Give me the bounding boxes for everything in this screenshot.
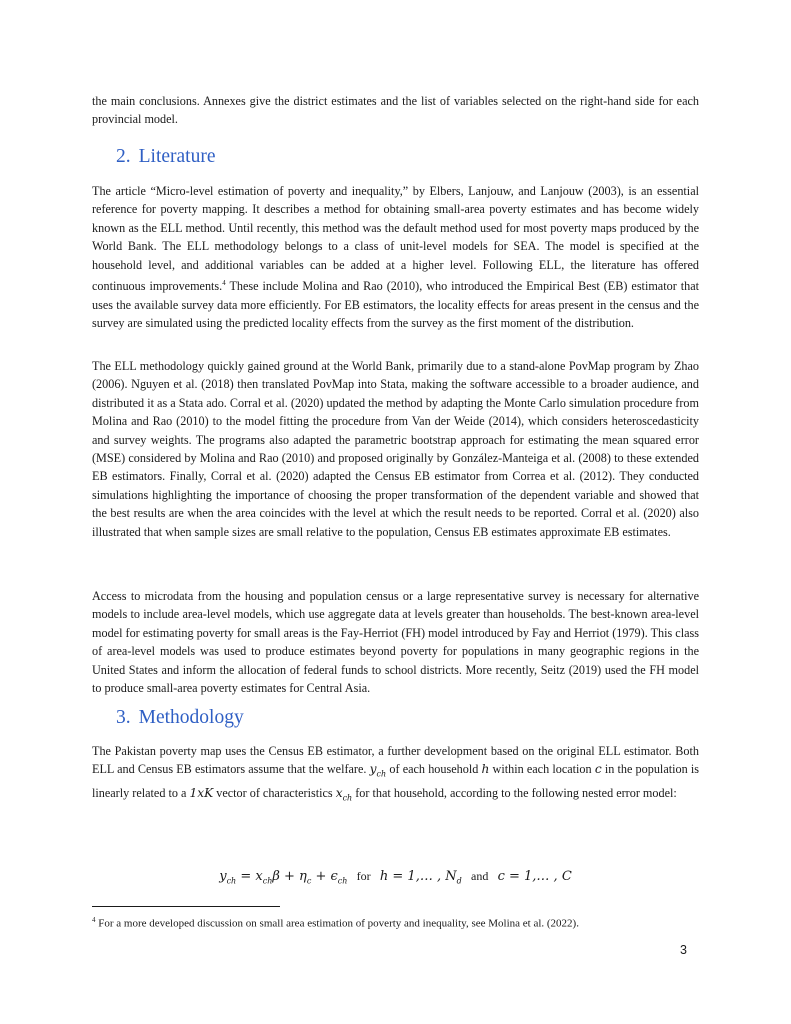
- paragraph-text: vector of characteristics: [213, 786, 336, 801]
- footnote-4: [92, 913, 699, 932]
- math-c: c: [594, 762, 602, 777]
- section-title: Literature: [138, 146, 216, 167]
- paragraph-text: for that household, according to the following nested error model:: [352, 786, 677, 801]
- eq-sub: d: [456, 876, 462, 886]
- literature-paragraph-2: The ELL methodology quickly gained ground at the World Bank, primarily due to a stand-alone PovMap program by Zhao (2006). Nguyen et al. (2018) then translated PovMap into Stata, making the software accessible to a broader audience, and distributed it as a Stata ado. Corral et al. (2020) updated the method by adapting the Monte Carlo simulation procedure from Molina and Rao (2010) to the model fitting the procedure from Van der Weide (2014), which considers heteroscedasticity and survey weights. The programs also adapted the parametric bootstrap approach for estimating the mean squared error (MSE) considered by Molina and Rao (2010) and proposed originally by González-Manteiga et al. (2008) to these extended EB estimators. Finally, Corral et al. (2020) adapted the Census EB estimator from Correa et al. (2012). They conducted simulations highlighting the importance of choosing the proper transformation of the dependent variable and showed that the best results are when the area coincides with the level at which the result needs to be reported. Corral et al. (2020) also illustrated that when sample sizes are small relative to the population, Census EB estimates approximate EB estimates.: [92, 359, 699, 539]
- math-x-ch: $x_{ch}$: [335, 786, 353, 803]
- equation-lhs: [219, 869, 236, 884]
- eq-x: = x: [236, 869, 263, 884]
- equation-h-range: [380, 869, 462, 884]
- paragraph-text: in the population is linearly related to a: [92, 762, 700, 801]
- eq-h-range: h = 1,… , N: [379, 869, 457, 884]
- literature-paragraph-1: [92, 182, 699, 332]
- math-1xK: 1xK: [189, 786, 214, 801]
- methodology-paragraph-1: [92, 742, 699, 808]
- section-title: Methodology: [138, 707, 244, 728]
- paragraph-text: within each location: [489, 762, 595, 777]
- page-number: 3: [680, 943, 687, 957]
- paragraph-text: of each household: [386, 762, 482, 777]
- math-h: h: [481, 762, 490, 777]
- paragraph-text: These include Molina and Rao (2010), who introduced the Empirical Best (EB) estimator that uses the available survey data more efficiently. For EB estimators, the locality effects for areas present in the census and the survey are simulated using the predicted locality effects from the survey as the first moment of the distribution.: [92, 279, 699, 330]
- eq-eps: + ϵ: [311, 869, 338, 884]
- equation-c-range: c = 1,… , C: [497, 869, 572, 884]
- eq-sub: ch: [337, 876, 348, 886]
- footnote-mark: 4: [92, 916, 96, 924]
- section-heading-methodology: [116, 707, 244, 729]
- footnote-divider: [92, 906, 280, 907]
- paragraph-text: The Pakistan poverty map uses the Census EB estimator, a further development based on the original ELL estimator. Both ELL and Census EB estimators assume that the welfare.: [92, 744, 699, 777]
- eq-sub: c: [306, 876, 312, 886]
- equation-rhs: [236, 869, 347, 884]
- eq-sub: ch: [226, 876, 237, 886]
- intro-paragraph-tail: the main conclusions. Annexes give the district estimates and the list of variables selected on the right-hand side for each provincial model.: [92, 94, 699, 127]
- section-number: 3.: [116, 707, 131, 728]
- equation-and: and: [471, 869, 489, 883]
- footnote-text: For a more developed discussion on small area estimation of poverty and inequality, see Molina et al. (2022).: [95, 917, 579, 930]
- math-x: x: [335, 786, 343, 801]
- equation-for: for: [356, 869, 371, 883]
- literature-paragraph-3: Access to microdata from the housing and population census or a large representative survey is necessary for alternative models to include area-level models, which use aggregate data at levels greater than households. The best-known area-level model for estimating poverty for small areas is the Fay-Herriot (FH) model introduced by Fay and Herriot (1979). This class of area-level models was used to produce estimates beyond poverty for populations in many geographic regions in the United States and inform the allocation of federal funds to school districts. More recently, Seitz (2019) used the FH model to produce small-area poverty estimates for Central Asia.: [92, 589, 699, 696]
- footnote-reference: 4: [222, 279, 226, 288]
- section-heading-literature: [116, 146, 216, 168]
- eq-sub: ch: [262, 876, 273, 886]
- section-number: 2.: [116, 146, 131, 167]
- nested-error-model-equation: [0, 868, 791, 886]
- eq-beta-eta: β + η: [272, 869, 307, 884]
- math-y-ch: $y_{ch}$: [369, 762, 387, 779]
- eq-y: y: [219, 869, 227, 884]
- paragraph-text: The article “Micro-level estimation of poverty and inequality,” by Elbers, Lanjouw, and Lanjouw (2003), is an essential reference for poverty mapping. It describes a method for obtaining small-area poverty estimates and has become widely known as the ELL method. Until recently, this method was the default method used for most poverty maps produced by the World Bank. The ELL methodology belongs to a class of unit-level models for SEA. The model is specified at the household level, and additional variables can be added at a higher level. Following ELL, the literature has offered continuous improvements.: [92, 184, 699, 294]
